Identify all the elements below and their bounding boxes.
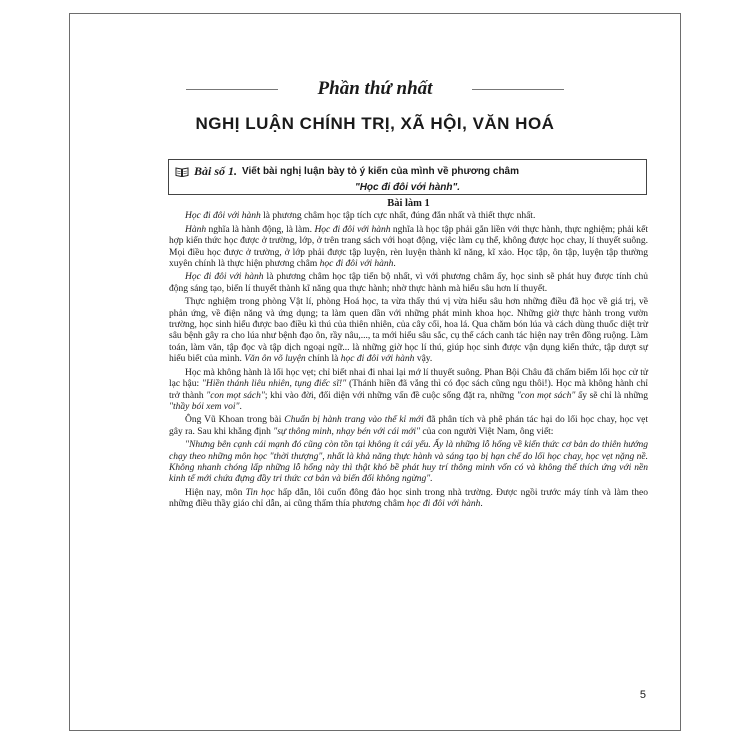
text-segment: "thầy bói xem voi" [169,401,240,412]
text-segment: (Thánh hiền đã vắng thì có đọc sách cũng ngu thôi!). Học mà không hành chỉ trở thành [169,379,648,401]
book-icon [175,167,189,177]
text-segment: Ông Vũ Khoan trong bài [185,415,285,426]
text-segment: "con mọt sách" [206,390,265,401]
text-segment: hấp dẫn, lôi cuốn đông đảo học sinh trong nhà trường. Được ngồi trước máy tính và làm theo những điều thầy giáo chỉ dẫn, ai cũng thấm thía phương châm [169,487,648,510]
text-segment: học đi đôi với hành [340,354,415,365]
exercise-prompt-line2: "Học đi đôi với hành". [354,182,461,193]
text-segment: Hiện nay, môn [185,487,246,498]
text-segment: học đi đôi với hành [319,259,394,270]
text-segment: Hành [185,224,207,235]
text-segment: của con người Việt Nam, ông viết: [420,426,554,437]
essay-heading: Bài làm 1 [387,198,430,209]
essay-paragraph [169,488,648,511]
text-segment: là phương châm học tập tích cực nhất, đúng đắn nhất và thiết thực nhất. [260,211,536,222]
text-segment: nghĩa là học tập phải gắn liền với thực hành, thực nghiệm; phải kết hợp kiến thức học được ở trường, lớp, ở trên trang sách với hoạt động, việc làm cụ thể, không được học chay, lí thuyết suông. Mọi điều học được ở trường, ở lớp phải được tập luyện, rèn luyện thành kĩ năng, kĩ xảo. Học tập, ôn tập, luyện tập thường xuyên chính là thực hiện phương châm [169,224,648,270]
text-segment: . [393,259,396,270]
text-segment: "Hiền thánh liêu nhiên, tụng điếc sĩ!" [201,379,347,390]
text-segment: "sự thông minh, nhạy bén với cái mới" [273,426,421,437]
essay-paragraph [169,225,648,271]
essay-paragraph [169,415,648,438]
essay-paragraph [169,272,648,295]
chapter-title: NGHỊ LUẬN CHÍNH TRỊ, XÃ HỘI, VĂN HOÁ [195,114,555,133]
text-segment: ; khi vào đời, đối diện với những vấn đề cuộc sống đặt ra, những [264,390,517,401]
text-segment: là phương châm học tập tiến bộ nhất, vì với phương châm ấy, học sinh sẽ phát huy được tính chủ động sáng tạo, biến lí thuyết thành kĩ năng qua thực hành; nhờ thực hành mà hiểu sâu hơn lí thuyết. [169,272,648,294]
text-segment: vậy. [414,354,433,365]
decorative-rule-right [472,89,564,90]
exercise-box [168,159,647,195]
text-segment: Tin học [245,487,275,498]
text-segment: "Nhưng bên cạnh cái mạnh đó cũng còn tồn tại không ít cái yếu. Ấy là những lỗ hổng về kiến thức cơ bản do thiên hướng chạy theo những môn học "thời thượng", nhất là khả năng thực hành và sáng tạo bị hạn chế do lối học chay, học vẹt nặng nề. Không nhanh chóng lấp những lỗ hổng này thì thật khó bề phát huy trí thông minh vốn có và không thể thích ứng với nền kinh tế mới chứa đựng đầy tri thức cơ bản và biến đổi không ngừng". [169,440,648,485]
text-segment: học đi đôi với hành [406,499,481,510]
text-segment: Học đi đôi với hành [185,272,264,283]
essay-paragraph [169,368,648,414]
exercise-label: Bài số 1. [194,164,238,178]
essay-paragraph [169,211,648,222]
text-segment: "con mọt sách" [516,390,576,401]
text-segment: ấy sẽ chỉ là những [575,390,648,401]
essay-body [169,198,648,511]
essay-paragraphs [169,211,648,510]
text-segment: Học đi đôi với hành [314,224,391,235]
exercise-prompt-line1: Viết bài nghị luận bày tỏ ý kiến của mình về phương châm [242,166,520,177]
part-title [70,77,680,101]
page-number: 5 [639,689,646,701]
text-segment: Chuẩn bị hành trang vào thế kỉ mới [284,415,424,426]
text-segment: nghĩa là hành động, là làm. [206,224,315,235]
essay-paragraph [169,440,648,486]
text-segment: . [239,401,242,412]
book-page [69,13,681,731]
text-segment: đã phân tích và phê phán tác hại do lối học chay, học vẹt gây ra. Sau khi khẳng định [169,415,648,437]
part-title-text: Phần thứ nhất [304,78,447,100]
decorative-rule-left [186,89,278,90]
text-segment: chính là [305,354,341,365]
text-segment: Học đi đôi với hành [185,211,261,222]
text-segment: Học mà không hành là lối học vẹt; chỉ biết nhai đi nhai lại mớ lí thuyết suông. Phan Bội Châu đã chấm biếm lối học cử tử lạc hậu: [169,367,648,390]
text-segment: Văn ôn võ luyện [244,354,306,365]
text-segment: . [480,499,483,510]
text-segment: Thực nghiệm trong phòng Vật lí, phòng Hoá học, ta vừa thấy thú vị vừa hiểu sâu hơn những điều đã học về giá trị, về phản ứng, về điện năng và ứng dụng; ta làm quen dần với những phát minh khoa học. Những giờ thực hành trong vườn trường, học sinh hiểu được bao điều kì thú của thiên nhiên, của cây cối, hoa lá. Qua chăm bón lúa và cách dùng thuốc diệt trừ sâu bệnh gây ra cho lúa như bệnh đạo ôn, rầy nâu,..., ta mới hiểu sâu sắc, cụ thể cách canh tác hiện nay trên đồng ruộng. Làm toán, làm văn, tập đọc và tập dịch ngoại ngữ... là những giờ học lí thú, giúp học sinh được vận dụng kiến thức, tập dượt sự hiểu biết của mình. [169,297,648,365]
essay-paragraph [169,297,648,365]
